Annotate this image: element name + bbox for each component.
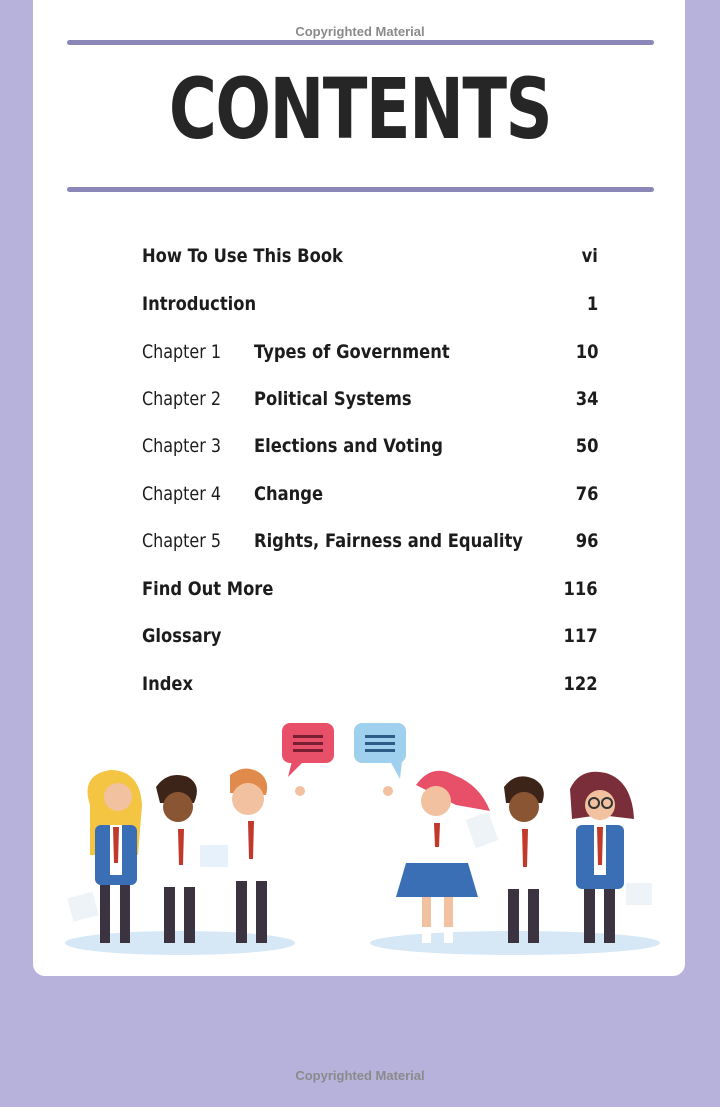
toc-entry-chapter-2[interactable] [142,388,598,416]
student-figure [156,775,228,943]
toc-entry-page: vi [581,245,598,267]
watermark-top: Copyrighted Material [295,24,425,39]
toc-entry-page: 1 [586,293,598,315]
student-figure [570,772,652,943]
student-figure [228,768,305,943]
divider-bottom [67,187,654,192]
toc-chapter-number: Chapter 5 [142,530,222,552]
toc-entry-label: How To Use This Book [142,245,343,267]
page-title: CONTENTS [168,60,552,158]
speech-bubble-blue-icon [354,723,406,779]
toc-chapter-number: Chapter 4 [142,483,222,505]
toc-entry-how-to-use[interactable] [142,245,598,273]
watermark-bottom: Copyrighted Material [295,1068,425,1083]
toc-entry-page: 76 [575,483,598,505]
toc-entry-label: Glossary [142,625,222,647]
toc-entry-introduction[interactable] [142,293,598,321]
toc-entry-page: 50 [575,435,598,457]
toc-entry-label: Index [142,673,194,695]
toc-chapter-title: Political Systems [254,388,412,410]
toc-entry-chapter-4[interactable] [142,483,598,511]
toc-chapter-number: Chapter 1 [142,341,222,363]
toc-chapter-number: Chapter 3 [142,435,222,457]
toc-entry-chapter-1[interactable] [142,341,598,369]
toc-entry-page: 10 [575,341,598,363]
toc-chapter-number: Chapter 2 [142,388,222,410]
toc-entry-index[interactable] [142,673,598,701]
toc-chapter-title: Rights, Fairness and Equality [254,530,523,552]
toc-chapter-title: Change [254,483,324,505]
toc-entry-find-out-more[interactable] [142,578,598,606]
speech-bubble-red-icon [282,723,334,777]
toc-entry-page: 122 [563,673,598,695]
students-illustration [60,715,660,960]
toc-entry-page: 116 [563,578,598,600]
toc-entry-label: Find Out More [142,578,274,600]
toc-entry-page: 34 [575,388,598,410]
toc-entry-page: 96 [575,530,598,552]
divider-top [67,40,654,45]
toc-entry-chapter-5[interactable] [142,530,598,558]
toc-entry-glossary[interactable] [142,625,598,653]
toc-chapter-title: Elections and Voting [254,435,443,457]
toc-entry-chapter-3[interactable] [142,435,598,463]
toc-entry-page: 117 [563,625,598,647]
student-figure [67,770,142,943]
toc-entry-label: Introduction [142,293,257,315]
toc-chapter-title: Types of Government [254,341,450,363]
student-figure [383,771,490,943]
